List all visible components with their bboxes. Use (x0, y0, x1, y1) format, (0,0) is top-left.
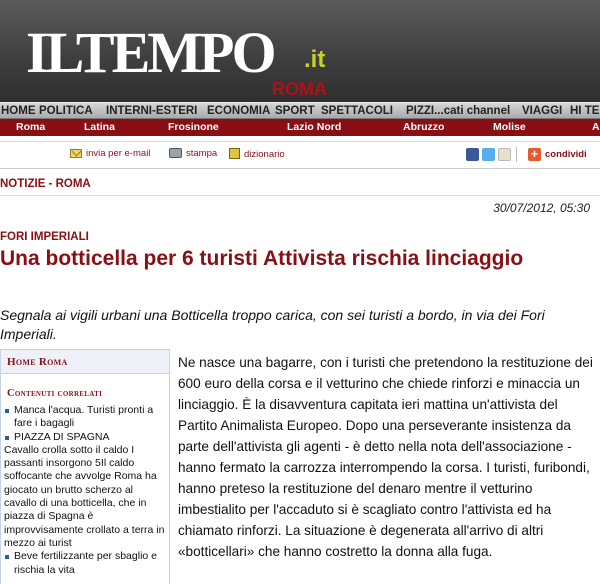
nav-item-hitech[interactable]: HI TE (570, 105, 600, 117)
site-logo[interactable] (26, 20, 274, 85)
related-list (4, 404, 168, 577)
plus-icon[interactable]: + (528, 148, 541, 161)
sidebar-header (1, 350, 169, 374)
logo-main: ILTEMPO (26, 20, 274, 85)
section-title[interactable]: NOTIZIE - ROMA (0, 178, 91, 190)
nav-item-spettacoli[interactable]: SPETTACOLI (321, 105, 393, 117)
article-body: Ne nasce una bagarre, con i turisti che pretendono la restituzione dei 600 euro della corsa e il vetturino che chiede rinforzi e minaccia un linciaggio. È la disavventura capitata ieri mattina un'attivista del Partito Animalista Europeo. Dopo una perseverante insistenza da parte dell'attivista gli agenti - è detto nella nota dell'associazione - hanno fermato la carrozza interrompendo la corsa. I turisti, furibondi, hanno preteso la restituzione del denaro mentre il vetturino imbestialito per l'accaduto si è scagliato contro l'attivista ed ha chiamato rinforzi. La situazione è degenerata all'arrivo di altri «botticellari» che hanno costretto la donna alla fuga. (178, 355, 593, 559)
print-link[interactable]: stampa (169, 148, 217, 160)
related-item-text: Cavallo crolla sotto il caldo I passanti insorgono 5Il caldo soffocante che avvolge Roma ha giocato un brutto scherzo al cavallo di una botticella, che in piazza di Spagna è improvvisamente crollato a terra in mezzo ai turist (4, 443, 165, 549)
related-item[interactable] (4, 431, 168, 444)
regional-nav (0, 119, 600, 136)
sidebar-home-roma-link[interactable]: Home Roma (7, 356, 68, 368)
article-date: 30/07/2012, 05:30 (493, 201, 590, 215)
related-item[interactable] (4, 404, 168, 431)
logo-tld: .it (304, 46, 326, 73)
section-divider (0, 195, 600, 196)
nav-item-interni-esteri[interactable]: INTERNI-ESTERI (106, 105, 198, 117)
share-link[interactable]: condividi (545, 149, 587, 160)
related-content-title: Contenuti correlati (7, 388, 103, 399)
article-headline: Una botticella per 6 turisti Attivista rischia linciaggio (0, 247, 524, 270)
email-link[interactable]: invia per e-mail (70, 148, 150, 160)
related-item-title[interactable]: Manca l'acqua. Turisti pronti a fare i bagagli (14, 404, 154, 430)
bookmark-icon[interactable] (498, 148, 511, 161)
region-latina[interactable]: Latina (84, 121, 115, 133)
nav-item-home[interactable]: HOME (1, 105, 36, 117)
related-item-title[interactable]: Beve fertilizzante per sbaglio e rischia la vita (14, 550, 157, 576)
region-lazio-nord[interactable]: Lazio Nord (287, 121, 342, 133)
related-item[interactable] (4, 550, 168, 577)
region-abruzzo[interactable]: Abruzzo (403, 121, 445, 133)
sidebar-box (0, 349, 170, 584)
dictionary-link[interactable]: dizionario (229, 148, 285, 161)
book-icon (229, 148, 240, 159)
tools-divider (516, 147, 517, 162)
related-item-title[interactable]: PIAZZA DI SPAGNA (14, 430, 110, 443)
envelope-icon (70, 149, 82, 158)
nav-item-economia[interactable]: ECONOMIA (207, 105, 271, 117)
article-summary: Segnala ai vigili urbani una Botticella troppo carica, con sei turisti a bordo, in via dei Fori Imperiali. (0, 307, 545, 342)
nav-item-sport[interactable]: SPORT (275, 105, 315, 117)
nav-item-viaggi[interactable]: VIAGGI (522, 105, 563, 117)
masthead (0, 0, 600, 102)
region-roma[interactable]: Roma (16, 121, 46, 133)
nav-item-politica[interactable]: POLITICA (39, 105, 93, 117)
twitter-icon[interactable] (482, 148, 495, 161)
region-frosinone[interactable]: Frosinone (168, 121, 219, 133)
region-more[interactable]: A (592, 121, 600, 133)
logo-city: ROMA (272, 79, 327, 99)
facebook-icon[interactable] (466, 148, 479, 161)
main-nav (0, 102, 600, 119)
nav-item-pizzicati[interactable]: PIZZI...cati channel (406, 105, 511, 117)
region-molise[interactable]: Molise (493, 121, 526, 133)
article-kicker: FORI IMPERIALI (0, 231, 89, 243)
printer-icon (169, 148, 182, 158)
